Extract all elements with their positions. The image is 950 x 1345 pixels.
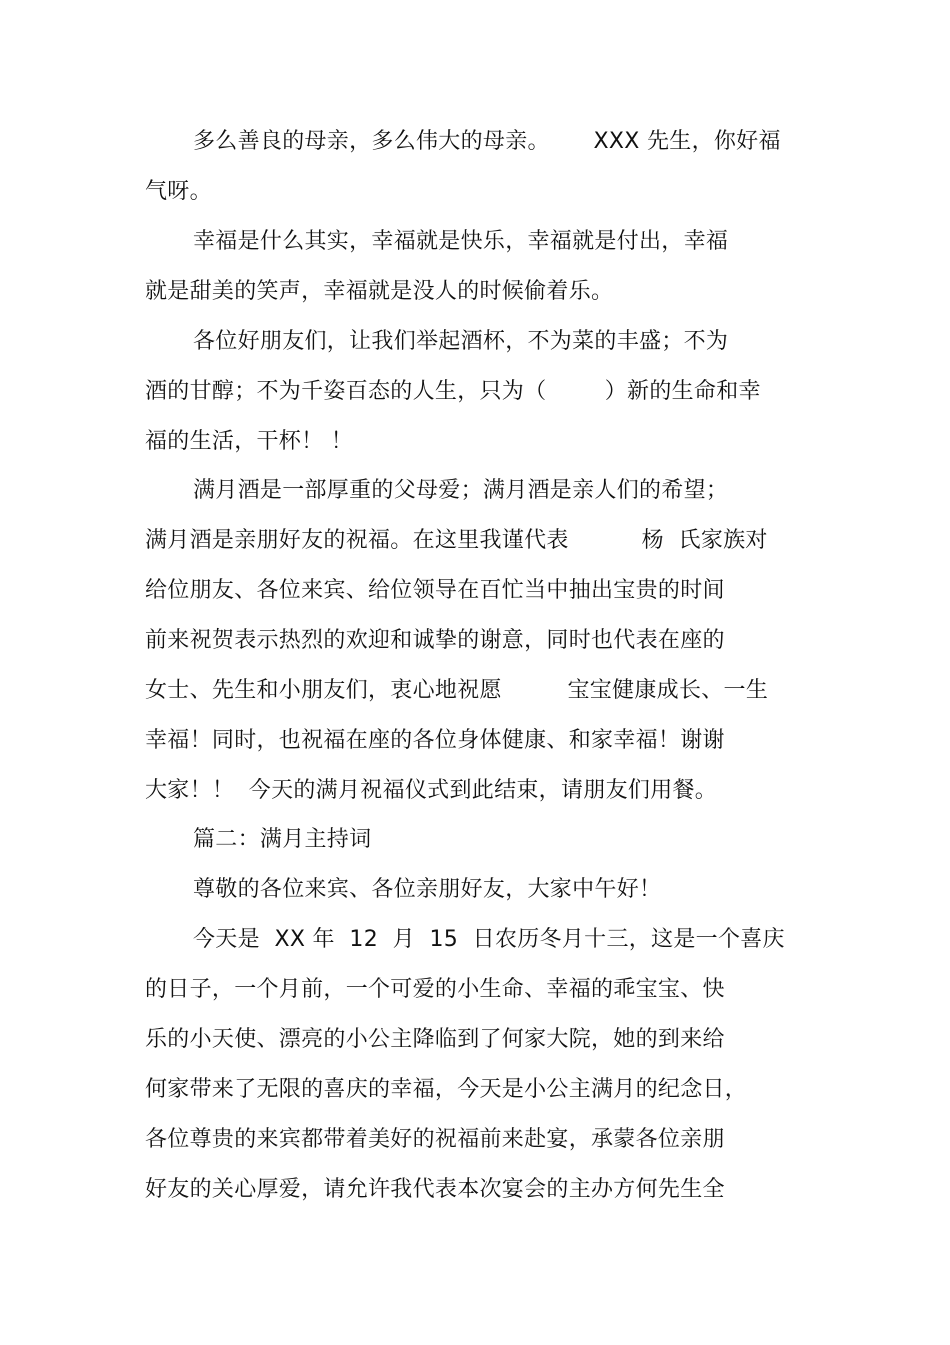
paragraph-line: 女士、先生和小朋友们，衷心地祝愿 宝宝健康成长、一生 bbox=[145, 678, 769, 703]
paragraph-line: 乐的小天使、漂亮的小公主降临到了何家大院，她的到来给 bbox=[145, 1027, 725, 1052]
paragraph-line: 的日子，一个月前，一个可爱的小生命、幸福的乖宝宝、快 bbox=[145, 977, 725, 1002]
paragraph-line: 大家！！ 今天的满月祝福仪式到此结束，请朋友们用餐。 bbox=[145, 778, 718, 803]
paragraph-line: 尊敬的各位来宾、各位亲朋好友，大家中午好！ bbox=[193, 877, 662, 902]
paragraph-line: 酒的甘醇；不为千姿百态的人生，只为（ ）新的生命和幸 bbox=[145, 379, 761, 404]
paragraph-line: 各位好朋友们，让我们举起酒杯，不为菜的丰盛；不为 bbox=[193, 329, 729, 354]
paragraph-line: 满月酒是亲朋好友的祝福。在这里我谨代表 杨 氏家族对 bbox=[145, 528, 768, 553]
paragraph-line: 气呀。 bbox=[145, 179, 212, 204]
paragraph-line: 多么善良的母亲，多么伟大的母亲。 XXX 先生，你好福 bbox=[193, 129, 781, 154]
paragraph-line: 前来祝贺表示热烈的欢迎和诚挚的谢意，同时也代表在座的 bbox=[145, 628, 725, 653]
paragraph-line: 幸福是什么其实，幸福就是快乐，幸福就是付出，幸福 bbox=[193, 229, 729, 254]
paragraph-line: 满月酒是一部厚重的父母爱；满月酒是亲人们的希望； bbox=[193, 478, 729, 503]
paragraph-line: 何家带来了无限的喜庆的幸福，今天是小公主满月的纪念日， bbox=[145, 1077, 748, 1102]
paragraph-line: 福的生活，干杯！ ！ bbox=[145, 429, 353, 454]
paragraph-line: 就是甜美的笑声，幸福就是没人的时候偷着乐。 bbox=[145, 279, 614, 304]
section-heading: 篇二：满月主持词 bbox=[193, 827, 372, 852]
paragraph-line: 今天是 XX 年 12 月 15 日农历冬月十三，这是一个喜庆 bbox=[193, 927, 785, 952]
paragraph-line: 幸福！同时，也祝福在座的各位身体健康、和家幸福！谢谢 bbox=[145, 728, 725, 753]
paragraph-line: 各位尊贵的来宾都带着美好的祝福前来赴宴，承蒙各位亲朋 bbox=[145, 1127, 725, 1152]
paragraph-line: 给位朋友、各位来宾、给位领导在百忙当中抽出宝贵的时间 bbox=[145, 578, 725, 603]
paragraph-line: 好友的关心厚爱，请允许我代表本次宴会的主办方何先生全 bbox=[145, 1177, 725, 1202]
